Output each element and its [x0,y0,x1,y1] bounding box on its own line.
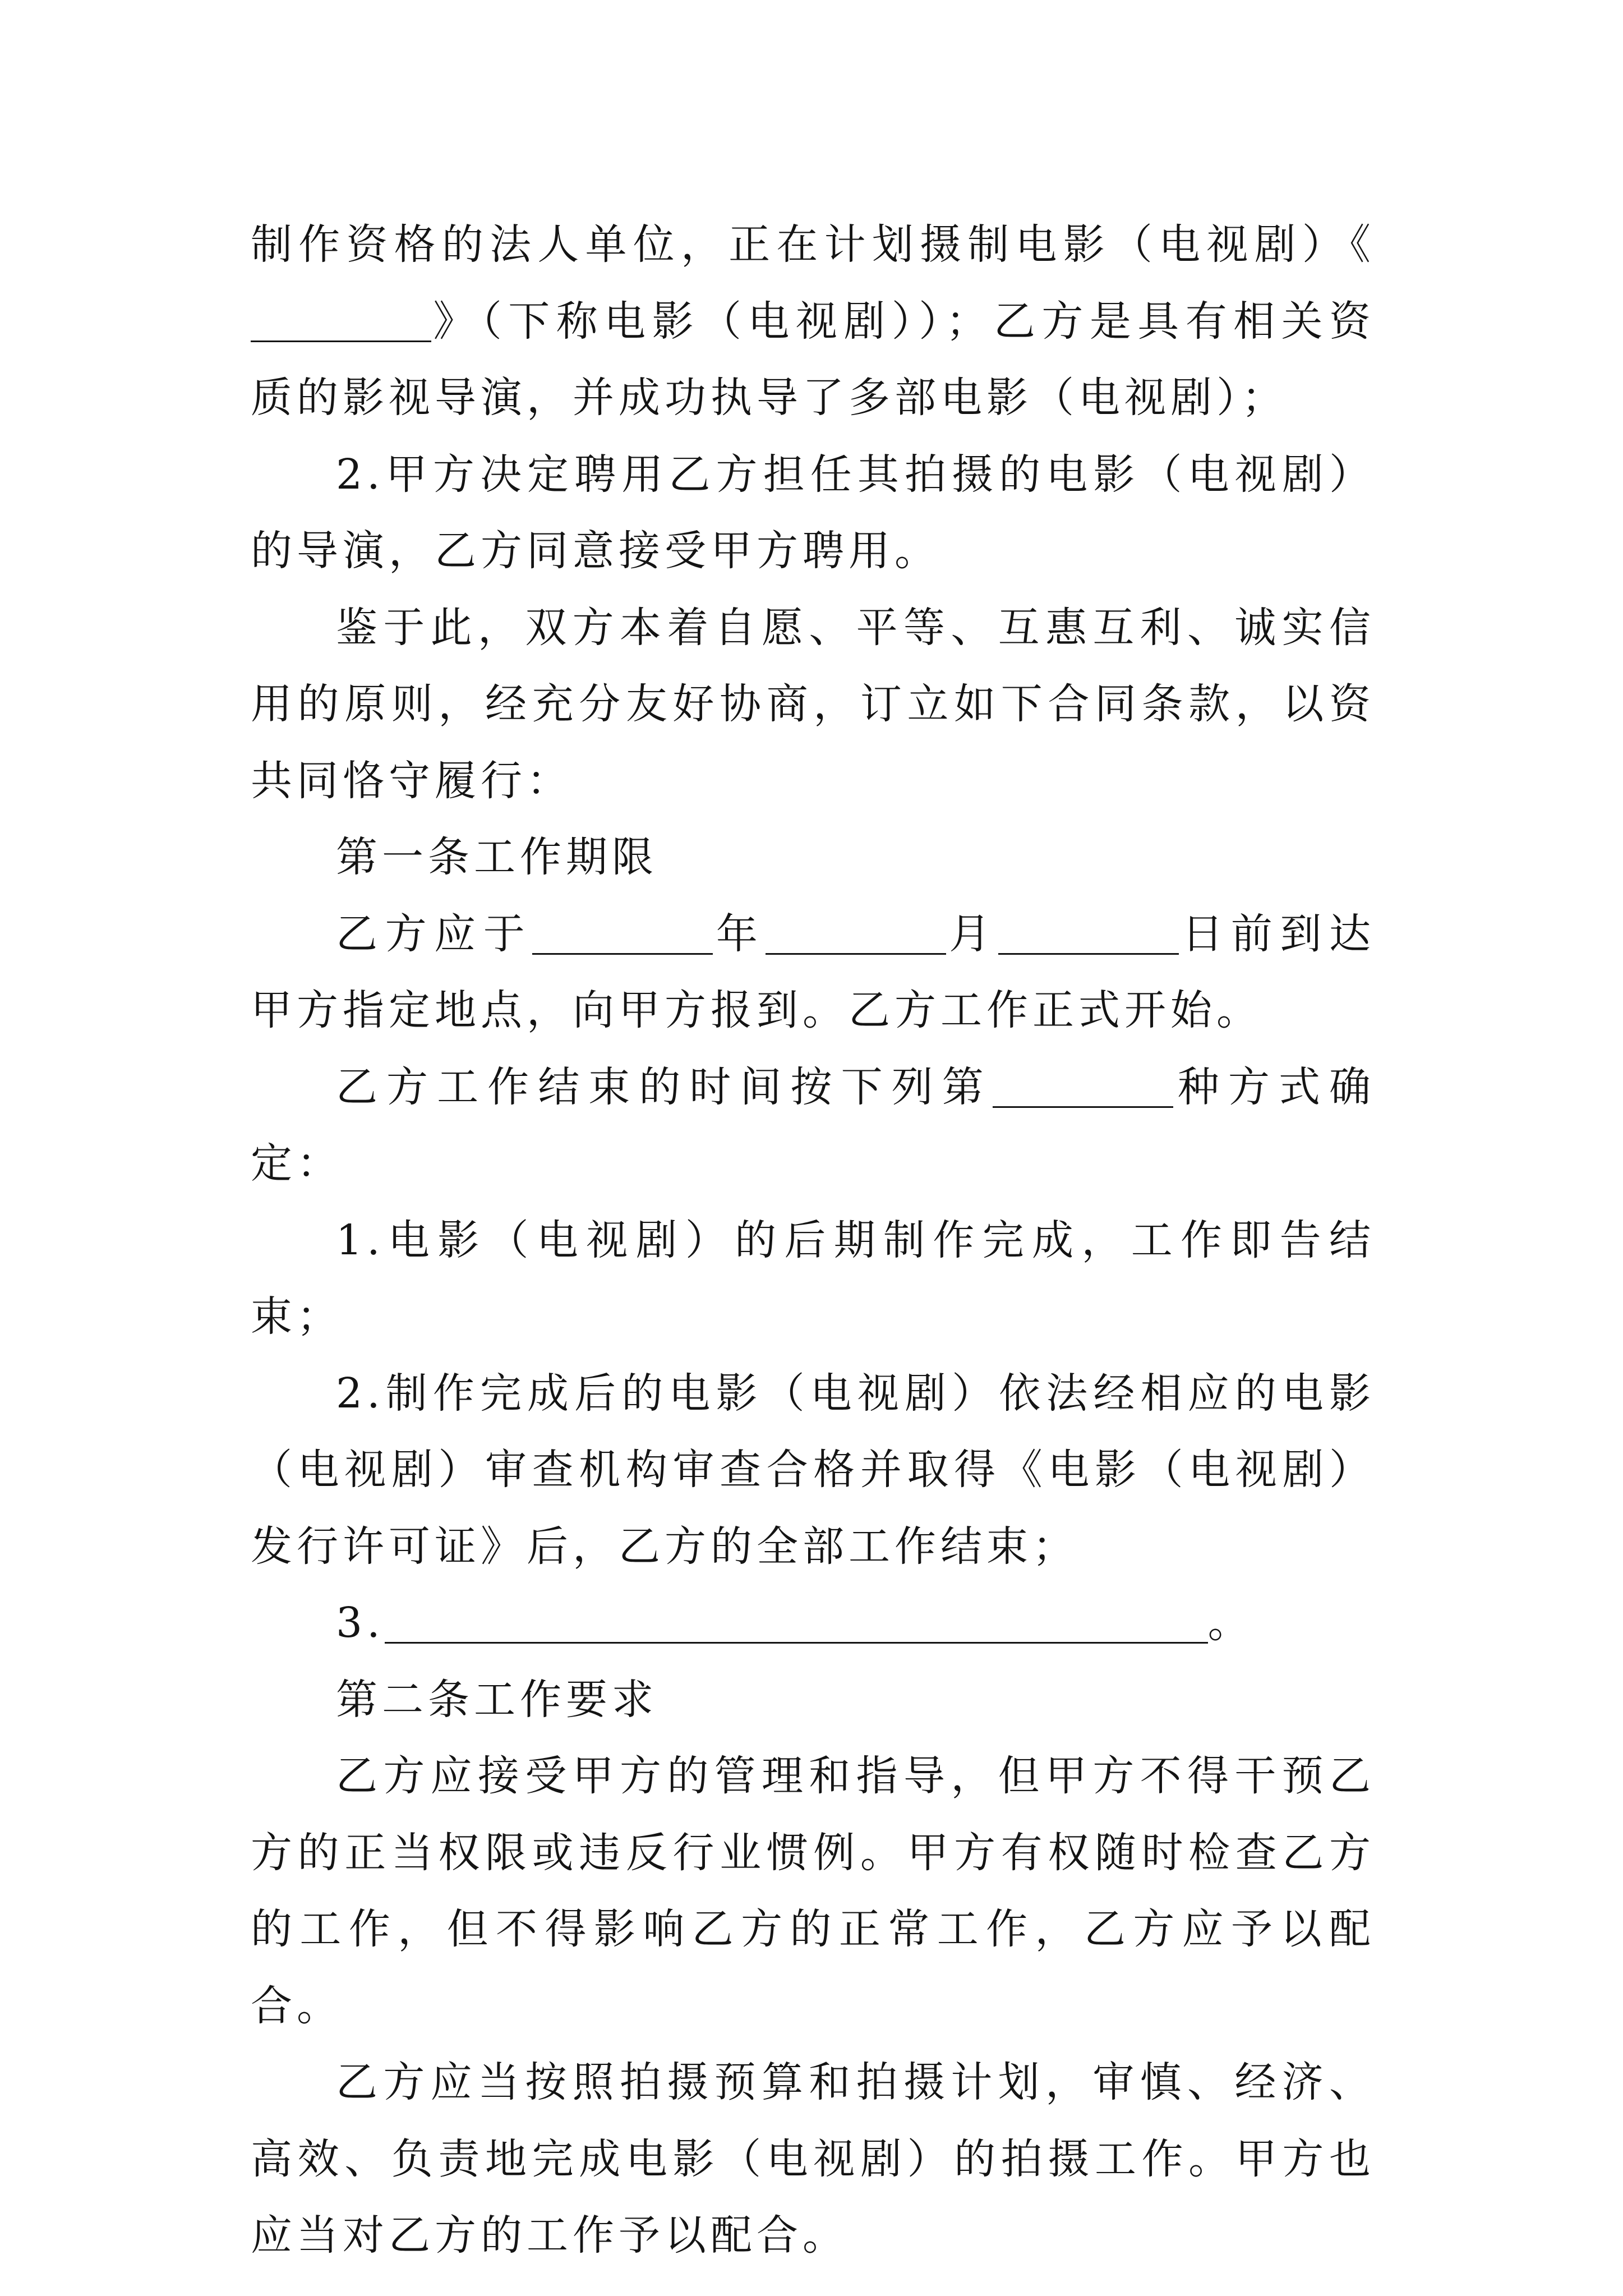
end-method-paragraph [251,1049,1375,1202]
end-suffix: 种方式确定： [251,1062,1376,1188]
end-option-1: 1.电影（电视剧）的后期制作完成，工作即告结束； [251,1216,1375,1341]
contract-body [251,206,1375,2274]
option-3-blank [385,1600,1208,1644]
report-suffix: 日前到达甲方指定地点，向甲方报到。乙方工作正式开始。 [251,909,1376,1034]
article-2-paragraph-2: 乙方应当按照拍摄预算和拍摄计划，审慎、经济、高效、负责地完成电影（电视剧）的拍摄工作。甲方也应当对乙方的工作予以配合。 [251,2058,1375,2260]
intro-paragraph-1 [251,206,1375,436]
intro-paragraph-2: 2.甲方决定聘用乙方担任其拍摄的电影（电视剧）的导演，乙方同意接受甲方聘用。 [251,450,1375,575]
report-prefix: 乙方应于 [336,909,533,958]
report-date-paragraph [251,896,1375,1049]
article-2-paragraph-1: 乙方应接受甲方的管理和指导，但甲方不得干预乙方的正当权限或违反行业惯例。甲方有权随时检查乙方的工作，但不得影响乙方的正常工作，乙方应予以配合。 [251,1752,1375,2030]
day-blank [998,912,1179,955]
option-3-period: 。 [1207,1599,1254,1647]
article-1-heading: 第一条工作期限 [336,833,658,881]
end-prefix: 乙方工作结束的时间按下列第 [336,1062,993,1111]
end-option-2: 2.制作完成后的电影（电视剧）依法经相应的电影（电视剧）审查机构审查合格并取得《电影（电视剧）发行许可证》后，乙方的全部工作结束； [251,1369,1375,1571]
month-label: 月 [946,909,998,958]
method-number-blank [993,1065,1173,1108]
year-label: 年 [713,909,766,958]
end-option-3 [251,1585,1375,1662]
option-3-number: 3. [336,1599,385,1647]
article-2-heading: 第二条工作要求 [336,1675,658,1724]
month-blank [766,912,946,955]
intro-text-before-title: 制作资格的法人单位，正在计划摄制电影（电视剧）《 [251,220,1375,269]
intro-paragraph-3: 鉴于此，双方本着自愿、平等、互惠互利、诚实信用的原则，经充分友好协商，订立如下合同条款，以资共同恪守履行： [251,603,1375,805]
intro-text-after-title: 》（下称电影（电视剧））；乙方是具有相关资质的影视导演，并成功执导了多部电影（电视剧）； [251,297,1375,422]
year-blank [532,912,713,955]
film-title-blank [251,299,431,342]
